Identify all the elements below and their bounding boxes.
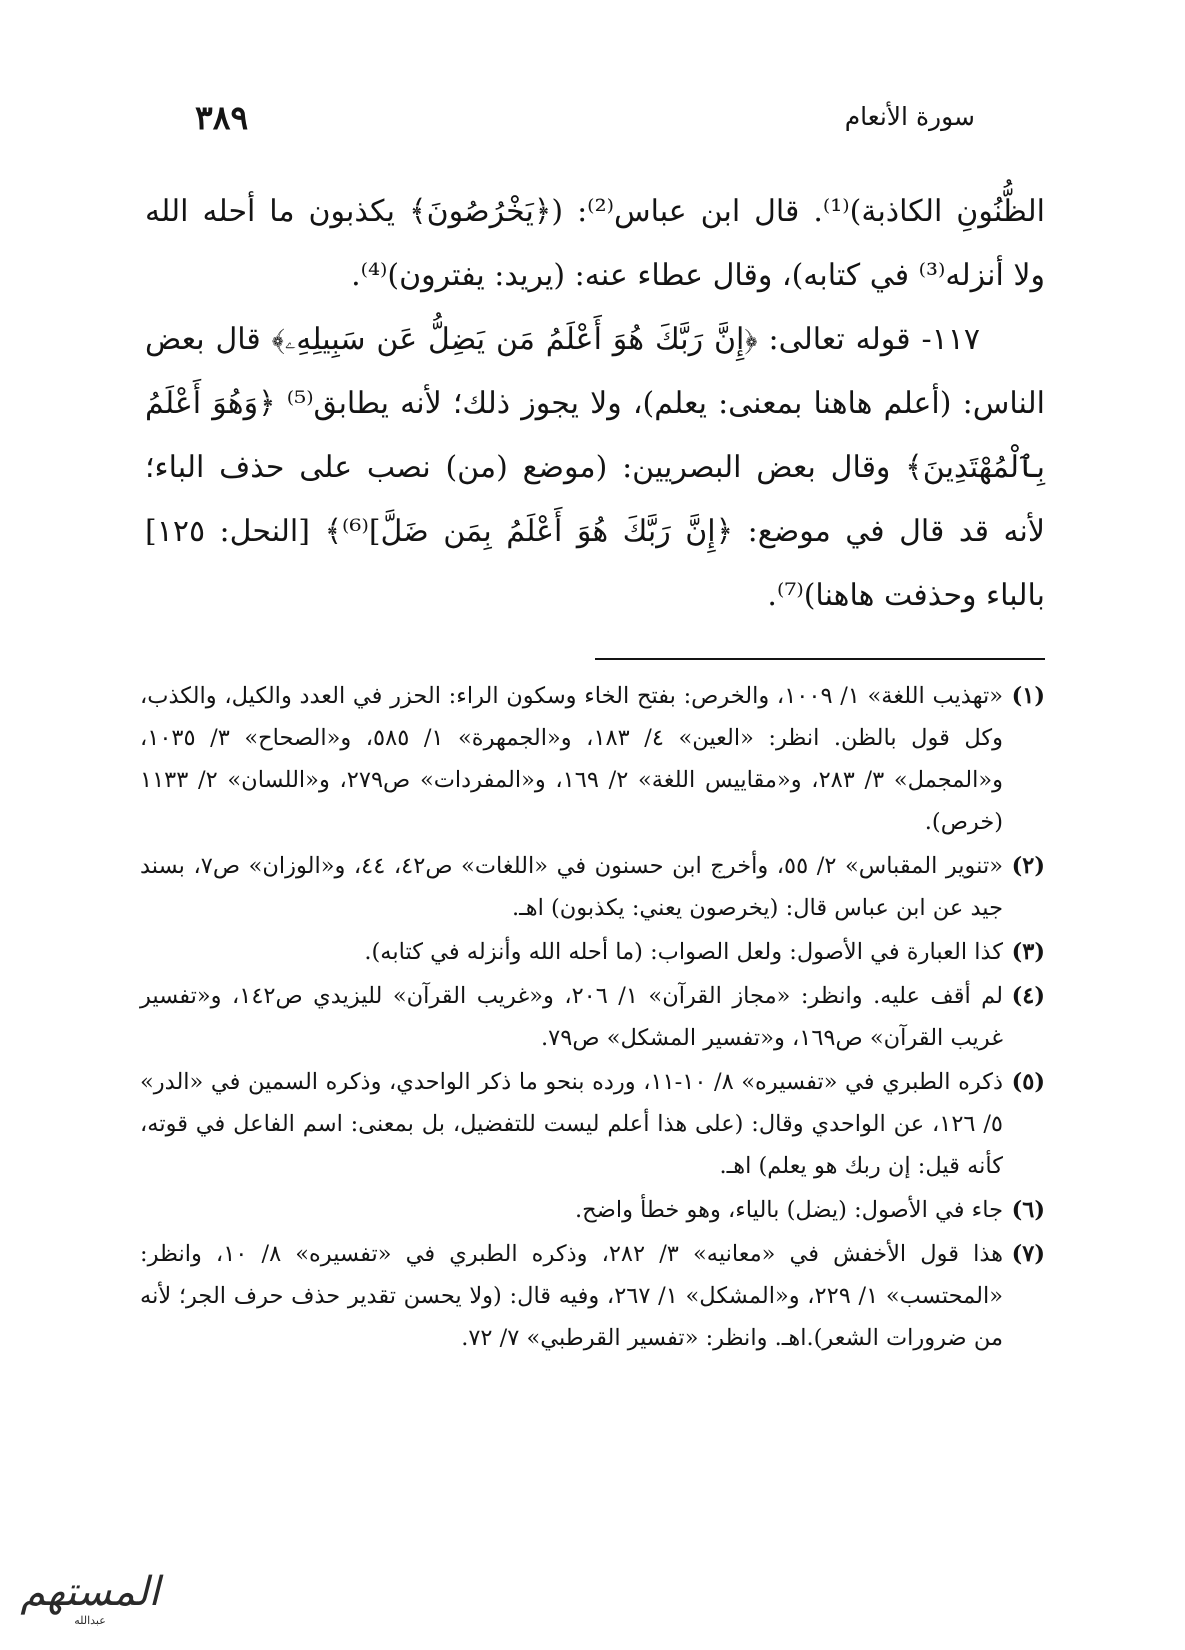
footnote-text: هذا قول الأخفش في «معانيه» ٣/ ٢٨٢، وذكره الطبري في «تفسيره» ٨/ ١٠، وانظر: «المحتسب» ١/ ٢٢٩، و«المشكل» ١/ ٢٦٧، وفيه قال: (ولا يحسن تقدير حذف حرف الجر؛ لأنه من ضرورات الشعر).اهـ. وانظر: «تفسير القرطبي» ٧/ ٧٢.	[140, 1241, 1004, 1351]
footnote-number: (٣)	[1011, 939, 1045, 965]
footnote-separator	[595, 658, 1045, 660]
footnote-text: لم أقف عليه. وانظر: «مجاز القرآن» ١/ ٢٠٦، و«غريب القرآن» لليزيدي ص١٤٢، و«تفسير غريب القرآن» ص١٦٩، و«تفسير المشكل» ص٧٩.	[140, 983, 1003, 1051]
footnote-number: (٢)	[1011, 853, 1045, 879]
footnote-text: ذكره الطبري في «تفسيره» ٨/ ١٠-١١، ورده بنحو ما ذكر الواحدي، وذكره السمين في «الدر» ٥/ ١٢٦، عن الواحدي وقال: (على هذا أعلم ليست للتفضيل، بل بمعنى: اسم الفاعل في قوته، كأنه قيل: إن ربك هو يعلم) اهـ.	[140, 1069, 1004, 1179]
footnote-number: (٧)	[1011, 1241, 1045, 1267]
footnote	[140, 845, 1045, 929]
watermark-logo-text: المستهم	[20, 1569, 160, 1615]
watermark-subtitle: عبدالله	[74, 1614, 106, 1627]
footnote-text: «تهذيب اللغة» ١/ ١٠٠٩، والخرص: بفتح الخاء وسكون الراء: الحزر في العدد والكيل، والكذب، وكل قول بالظن. انظر: «العين» ٤/ ١٨٣، و«الجمهرة» ١/ ٥٨٥، و«الصحاح» ٣/ ١٠٣٥، و«المجمل» ٣/ ٢٨٣، و«مقاييس اللغة» ٢/ ١٦٩، و«المفردات» ص٢٧٩، و«اللسان» ٢/ ١١٣٣ (خرص).	[140, 683, 1004, 835]
footnote	[140, 1189, 1045, 1231]
footnote-number: (٦)	[1011, 1197, 1045, 1223]
footnote	[140, 975, 1045, 1059]
footnote	[140, 675, 1045, 843]
page-number: ٣٨٩	[195, 98, 249, 137]
footnote-number: (١)	[1011, 683, 1045, 709]
footnote-number: (٥)	[1011, 1069, 1045, 1095]
main-text	[145, 180, 1045, 628]
main-paragraph: الظُّنُونِ الكاذبة)⁽¹⁾. قال ابن عباس⁽²⁾: (﴿يَخْرُصُونَ﴾ يكذبون ما أحله الله ولا أنزله⁽³⁾ في كتابه)، وقال عطاء عنه: (يريد: يفترون)⁽⁴⁾.	[145, 194, 1045, 293]
footnote	[140, 1233, 1045, 1359]
page-header	[195, 98, 975, 148]
watermark-logo	[20, 1570, 160, 1640]
running-title: سورة الأنعام	[844, 102, 975, 131]
footnote-number: (٤)	[1011, 983, 1045, 1009]
footnote-text: «تنوير المقباس» ٢/ ٥٥، وأخرج ابن حسنون في «اللغات» ص٤٢، ٤٤، و«الوزان» ص٧، بسند جيد عن ابن عباس قال: (يخرصون يعني: يكذبون) اهـ.	[140, 853, 1003, 921]
footnotes	[140, 675, 1045, 1361]
footnote	[140, 931, 1045, 973]
footnote-text: كذا العبارة في الأصول: ولعل الصواب: (ما أحله الله وأنزله في كتابه).	[364, 939, 1003, 965]
footnote-text: جاء في الأصول: (يضل) بالياء، وهو خطأ واضح.	[575, 1197, 1003, 1223]
footnote	[140, 1061, 1045, 1187]
main-paragraph: ١١٧- قوله تعالى: ﴿إِنَّ رَبَّكَ هُوَ أَعْلَمُ مَن يَضِلُّ عَن سَبِيلِهِۦ﴾ قال بعض الناس: (أعلم هاهنا بمعنى: يعلم)، ولا يجوز ذلك؛ لأنه يطابق⁽⁵⁾ ﴿وَهُوَ أَعْلَمُ بِٱلْمُهْتَدِينَ﴾ وقال بعض البصريين: (موضع (من) نصب على حذف الباء؛ لأنه قد قال في موضع: ﴿إِنَّ رَبَّكَ هُوَ أَعْلَمُ بِمَن ضَلَّ]⁽⁶⁾﴾ [النحل: ١٢٥] بالباء وحذفت هاهنا)⁽⁷⁾.	[145, 322, 1046, 613]
